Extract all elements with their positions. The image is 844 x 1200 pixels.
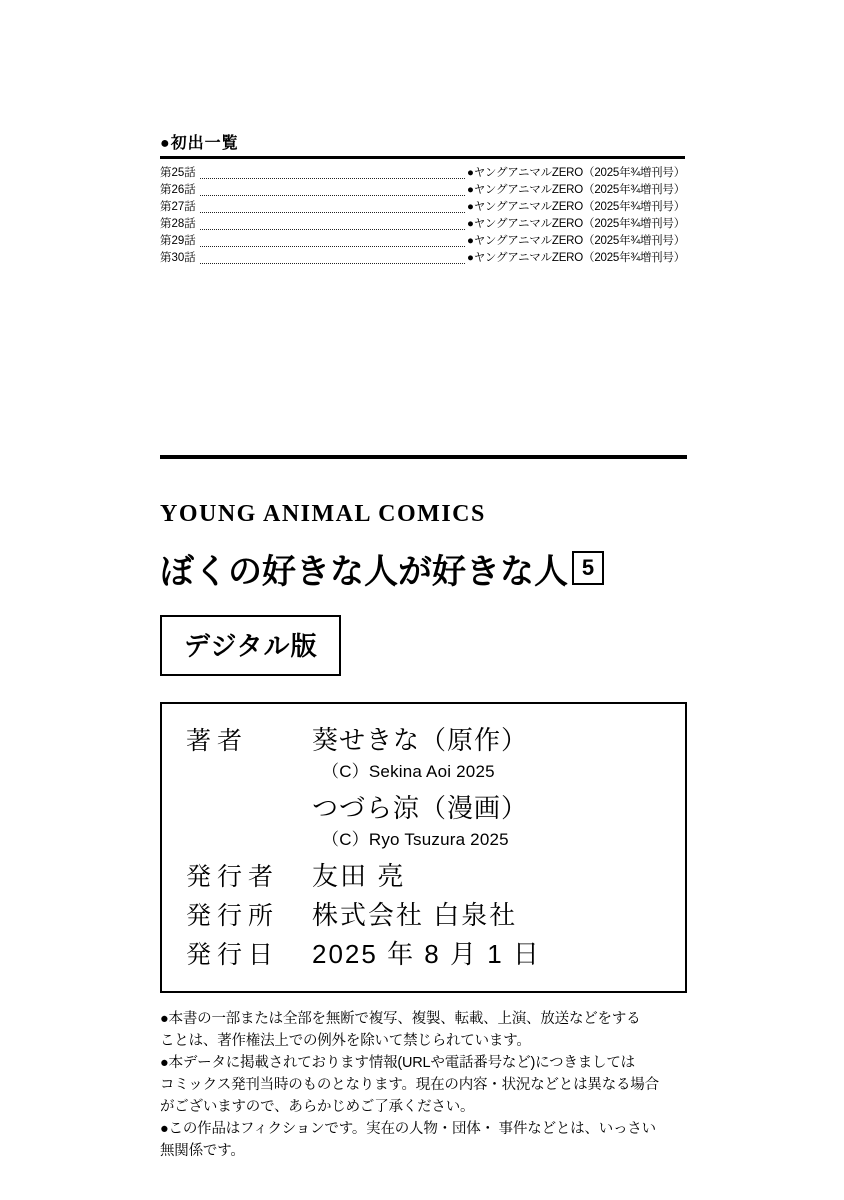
episode-label: 第26話	[160, 184, 196, 196]
book-title-row	[160, 544, 687, 593]
leader-dots	[200, 221, 465, 230]
episode-label: 第28話	[160, 218, 196, 230]
publication-info-box	[160, 702, 687, 993]
first-publication-row	[160, 233, 685, 250]
leader-dots	[200, 170, 465, 179]
leader-dots	[200, 204, 465, 213]
publisher-person-name: 友田 亮	[312, 861, 406, 891]
author-copyright: （C）Sekina Aoi 2025	[322, 762, 495, 781]
publisher-name: 株式会社 白泉社	[312, 900, 518, 930]
first-publication-heading: ●初出一覧	[160, 135, 239, 152]
colophon-section	[160, 455, 687, 1163]
publication-date-label: 発行日	[186, 941, 280, 969]
publisher-person-label: 発行者	[186, 863, 280, 891]
publisher-row	[162, 895, 685, 932]
first-publication-row	[160, 182, 685, 199]
first-publication-section	[160, 130, 685, 267]
episode-label: 第27話	[160, 201, 196, 213]
episode-source: ●ヤングアニマルZERO（2025年¾増刊号）	[466, 252, 685, 264]
artist-name: つづら涼（漫画）	[312, 793, 529, 823]
colophon-divider	[160, 455, 687, 459]
volume-badge: 5	[572, 551, 604, 585]
publisher-person-row	[162, 856, 685, 893]
episode-source: ●ヤングアニマルZERO（2025年¾増刊号）	[466, 184, 685, 196]
legal-note-line: ことは、著作権法上での例外を除いて禁じられています。	[160, 1033, 531, 1049]
first-publication-row	[160, 250, 685, 267]
leader-dots	[200, 238, 465, 247]
artist-copyright: （C）Ryo Tsuzura 2025	[322, 830, 509, 849]
first-publication-row	[160, 165, 685, 182]
edition-badge: デジタル版	[160, 615, 341, 676]
legal-note-line: コミックス発刊当時のものとなります。現在の内容・状況などとは異なる場合	[160, 1077, 659, 1093]
publication-date-value: 2025 年 8 月 1 日	[312, 939, 541, 969]
episode-label: 第30話	[160, 252, 196, 264]
first-publication-divider	[160, 156, 685, 159]
episode-source: ●ヤングアニマルZERO（2025年¾増刊号）	[466, 201, 685, 213]
episode-source: ●ヤングアニマルZERO（2025年¾増刊号）	[466, 235, 685, 247]
publication-date-row	[162, 934, 685, 971]
legal-note-line: ●本データに掲載されております情報(URLや電話番号など)につきましては	[160, 1055, 635, 1071]
first-publication-row	[160, 199, 685, 216]
episode-source: ●ヤングアニマルZERO（2025年¾増刊号）	[466, 167, 685, 179]
legal-notes	[160, 1009, 687, 1162]
legal-note-line: 無関係です。	[160, 1143, 245, 1159]
author-name: 葵せきな（原作）	[312, 725, 529, 755]
imprint-label: YOUNG ANIMAL COMICS	[160, 501, 486, 527]
author-row	[162, 720, 685, 757]
legal-note-line: がございますので、あらかじめご了承ください。	[160, 1099, 475, 1115]
publisher-label: 発行所	[186, 902, 280, 930]
page-title: ぼくの好きな人が好きな人	[160, 553, 568, 591]
author-label: 著者	[186, 727, 249, 755]
leader-dots	[200, 187, 465, 196]
episode-label: 第29話	[160, 235, 196, 247]
episode-label: 第25話	[160, 167, 196, 179]
artist-row	[162, 788, 685, 825]
leader-dots	[200, 255, 465, 264]
first-publication-row	[160, 216, 685, 233]
legal-note-line: ●本書の一部または全部を無断で複写、複製、転載、上演、放送などをする	[160, 1011, 641, 1027]
legal-note-line: ●この作品はフィクションです。実在の人物・団体・ 事件などとは、いっさい	[160, 1121, 656, 1137]
episode-source: ●ヤングアニマルZERO（2025年¾増刊号）	[466, 218, 685, 230]
